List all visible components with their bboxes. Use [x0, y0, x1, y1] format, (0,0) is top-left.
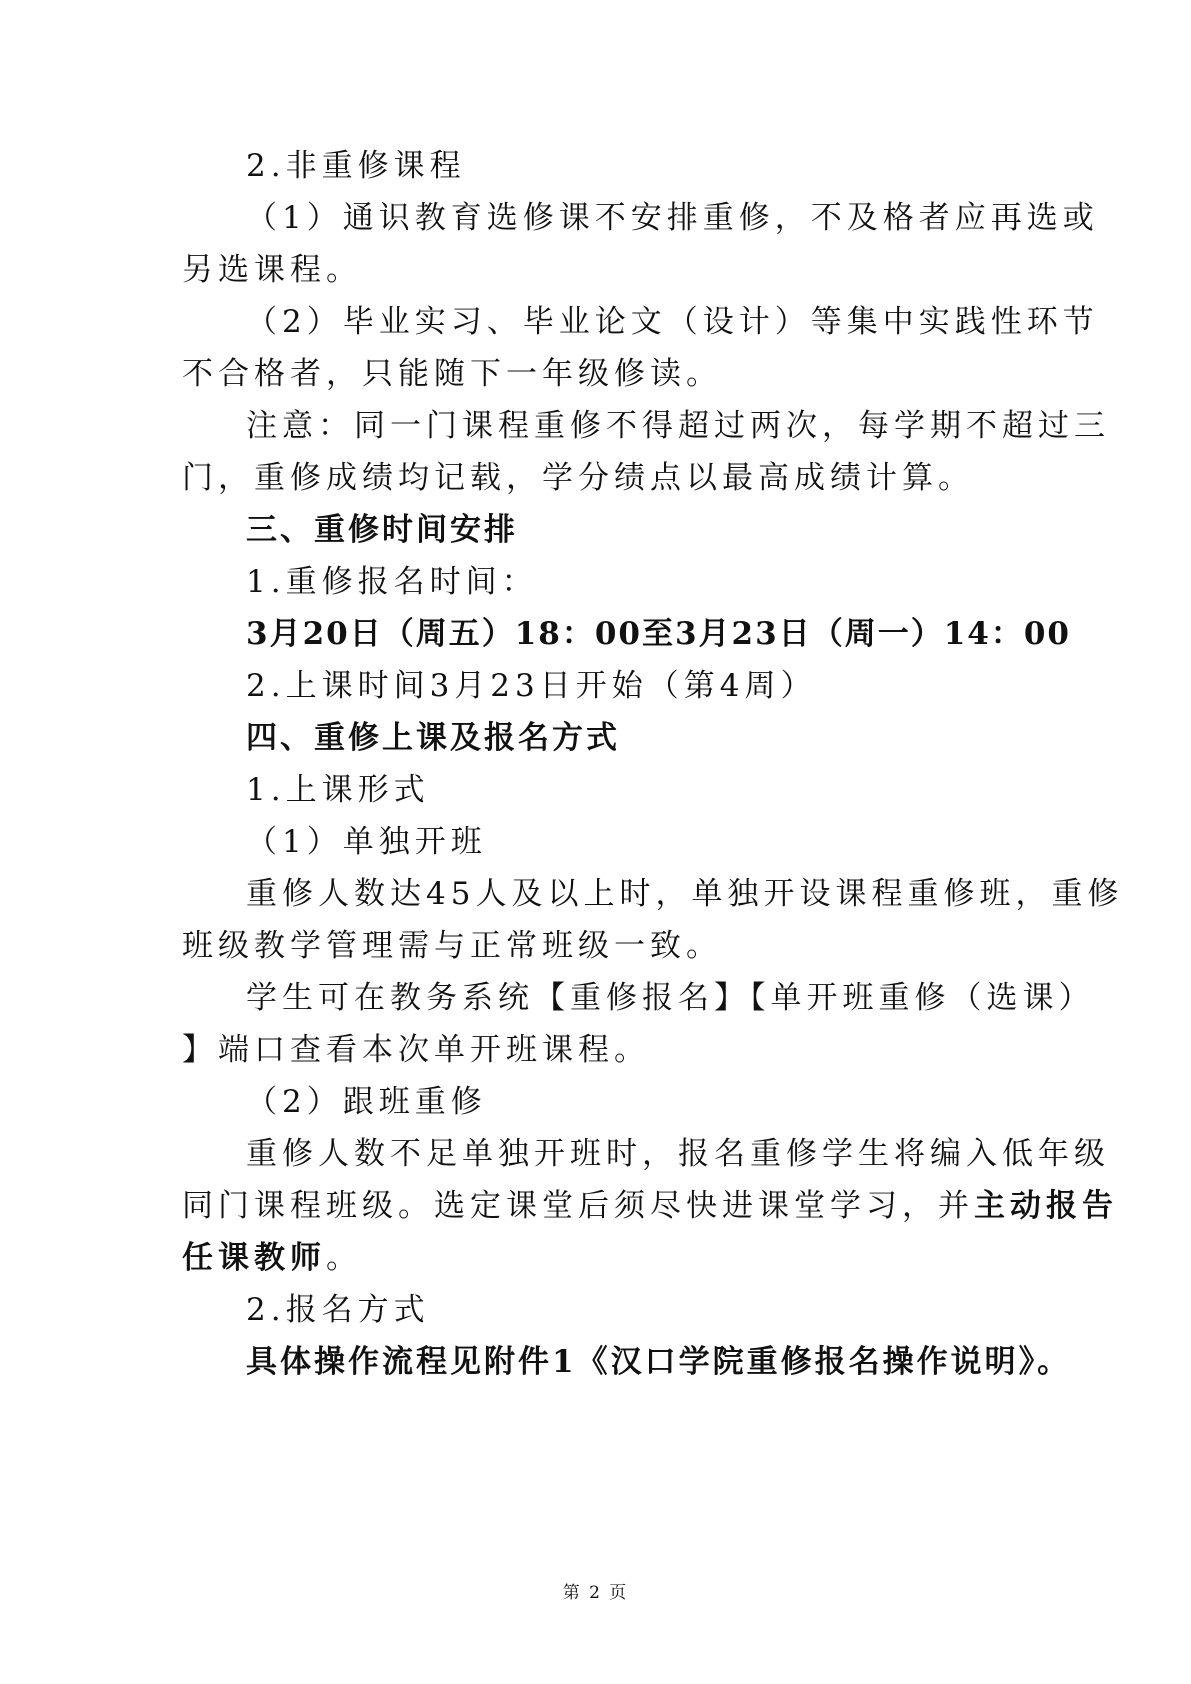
paragraph-line: （2）毕业实习、毕业论文（设计）等集中实践性环节 [246, 304, 1099, 340]
section-heading-schedule: 三、重修时间安排 [246, 512, 518, 548]
paragraph-line: 另选课程。 [182, 252, 362, 288]
class-start-time: 2.上课时间3月23日开始（第4周） [246, 668, 817, 704]
paragraph-line [0, 1178, 1191, 1234]
note-line: 门，重修成绩均记载，学分绩点以最高成绩计算。 [182, 460, 974, 496]
paragraph-line: 】端口查看本次单开班课程。 [182, 1032, 650, 1068]
paragraph-line: 重修人数达45人及以上时，单独开设课程重修班，重修 [246, 876, 1124, 912]
emphasis-text: 主动报告 [974, 1188, 1118, 1224]
paragraph-line: （1）通识教育选修课不安排重修，不及格者应再选或 [246, 200, 1099, 236]
subheading-registration-time: 1.重修报名时间： [246, 564, 538, 600]
paragraph-text: 。 [326, 1240, 362, 1276]
paragraph-line: 重修人数不足单独开班时，报名重修学生将编入低年级 [246, 1136, 1110, 1172]
registration-period: 3月20日（周五）18：00至3月23日（周一）14：00 [246, 616, 1071, 652]
paragraph-line: 学生可在教务系统【重修报名】【单开班重修（选课） [246, 980, 1095, 1016]
section-heading-class-and-registration: 四、重修上课及报名方式 [246, 720, 620, 756]
subheading-follow-class: （2）跟班重修 [246, 1084, 487, 1120]
subheading-class-form: 1.上课形式 [246, 772, 430, 808]
page-number: 第 2 页 [562, 1583, 629, 1603]
paragraph-text: 同门课程班级。选定课堂后须尽快进课堂学习，并 [182, 1188, 974, 1224]
subheading-separate-class: （1）单独开班 [246, 824, 487, 860]
registration-instructions: 具体操作流程见附件1《汉口学院重修报名操作说明》。 [246, 1344, 1072, 1380]
paragraph-line [0, 1230, 1191, 1286]
paragraph-line: 班级教学管理需与正常班级一致。 [182, 928, 722, 964]
emphasis-text: 任课教师 [182, 1240, 326, 1276]
note-line: 注意：同一门课程重修不得超过两次，每学期不超过三 [246, 408, 1110, 444]
subheading-registration-method: 2.报名方式 [246, 1292, 430, 1328]
subheading-non-retake-courses: 2.非重修课程 [246, 148, 466, 184]
paragraph-line: 不合格者，只能随下一年级修读。 [182, 356, 722, 392]
